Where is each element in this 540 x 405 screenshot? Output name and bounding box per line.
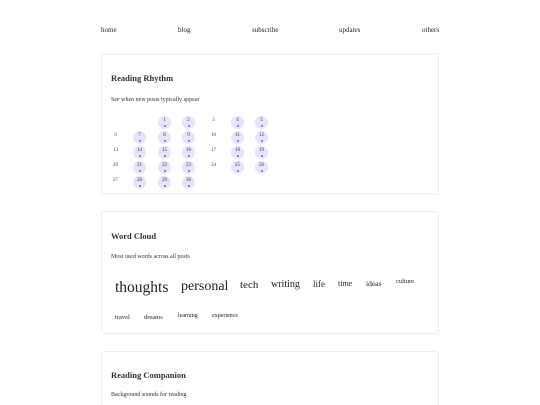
calendar-day[interactable] xyxy=(207,146,220,159)
nav-others-link[interactable]: others xyxy=(422,26,440,34)
word-cloud-title: Word Cloud xyxy=(111,231,157,241)
calendar-day-label: 28 xyxy=(137,178,142,183)
nav-subscribe-link[interactable]: subscribe xyxy=(252,26,279,34)
calendar-day[interactable] xyxy=(207,161,220,174)
word-learning[interactable]: learning xyxy=(178,313,198,319)
calendar-day-label: 26 xyxy=(259,163,264,168)
calendar-day-label: 18 xyxy=(235,148,240,153)
calendar-day-label: 12 xyxy=(259,133,264,138)
calendar-day[interactable] xyxy=(182,131,195,144)
reading-rhythm-title: Reading Rhythm xyxy=(111,73,174,83)
post-indicator-dot xyxy=(139,140,141,142)
word-cloud-subtitle: Most used words across all posts xyxy=(111,254,190,260)
calendar-day[interactable] xyxy=(182,161,195,174)
calendar-day[interactable] xyxy=(109,176,122,189)
post-indicator-dot xyxy=(261,170,263,172)
calendar-day-label: 15 xyxy=(162,148,167,153)
calendar-day-label: 14 xyxy=(137,148,142,153)
post-indicator-dot xyxy=(237,155,239,157)
calendar-day[interactable] xyxy=(133,146,146,159)
calendar-day-label: 22 xyxy=(162,163,167,168)
post-indicator-dot xyxy=(261,125,263,127)
reading-rhythm-subtitle: See when new posts typically appear xyxy=(111,97,200,103)
calendar-day-label: 1 xyxy=(163,118,166,123)
calendar-day[interactable] xyxy=(182,146,195,159)
word-life[interactable]: life xyxy=(313,279,325,289)
calendar-day[interactable] xyxy=(158,146,171,159)
post-indicator-dot xyxy=(237,170,239,172)
calendar-day[interactable] xyxy=(255,146,268,159)
calendar-day[interactable] xyxy=(109,161,122,174)
calendar-day-label: 3 xyxy=(212,118,215,123)
top-nav xyxy=(101,26,439,38)
calendar-day-label: 9 xyxy=(187,133,190,138)
post-indicator-dot xyxy=(188,140,190,142)
calendar-day[interactable] xyxy=(207,131,220,144)
nav-blog-link[interactable]: blog xyxy=(178,26,191,34)
post-indicator-dot xyxy=(164,185,166,187)
calendar-day[interactable] xyxy=(255,116,268,129)
calendar-day-label: 16 xyxy=(186,148,191,153)
post-indicator-dot xyxy=(188,155,190,157)
post-indicator-dot xyxy=(237,125,239,127)
calendar-day-label: 25 xyxy=(235,163,240,168)
calendar-day[interactable] xyxy=(158,161,171,174)
post-indicator-dot xyxy=(188,125,190,127)
post-indicator-dot xyxy=(237,140,239,142)
calendar-day[interactable] xyxy=(207,116,220,129)
calendar-day-label: 23 xyxy=(186,163,191,168)
calendar-day[interactable] xyxy=(231,131,244,144)
calendar-day-label: 19 xyxy=(259,148,264,153)
calendar-day-label: 27 xyxy=(113,178,118,183)
calendar-day[interactable] xyxy=(255,161,268,174)
post-indicator-dot xyxy=(139,170,141,172)
calendar-day-label: 17 xyxy=(211,148,216,153)
post-indicator-dot xyxy=(164,140,166,142)
reading-rhythm-card xyxy=(101,54,439,194)
post-indicator-dot xyxy=(164,170,166,172)
calendar-day[interactable] xyxy=(231,146,244,159)
calendar-day[interactable] xyxy=(133,176,146,189)
word-experience[interactable]: experience xyxy=(212,313,238,319)
reading-companion-card xyxy=(101,351,439,405)
word-personal[interactable]: personal xyxy=(181,279,229,294)
word-travel[interactable]: travel xyxy=(115,314,130,321)
post-indicator-dot xyxy=(261,140,263,142)
calendar-day[interactable] xyxy=(158,131,171,144)
post-indicator-dot xyxy=(164,125,166,127)
calendar-day-label: 4 xyxy=(236,118,239,123)
post-indicator-dot xyxy=(139,185,141,187)
nav-updates-link[interactable]: updates xyxy=(339,26,361,34)
calendar-day[interactable] xyxy=(158,116,171,129)
calendar-day-label: 10 xyxy=(211,133,216,138)
post-indicator-dot xyxy=(164,155,166,157)
calendar-day-label: 21 xyxy=(137,163,142,168)
calendar-day-label: 7 xyxy=(138,133,141,138)
word-dreams[interactable]: dreams xyxy=(144,314,163,321)
calendar-day-label: 6 xyxy=(114,133,117,138)
calendar-day-label: 30 xyxy=(186,178,191,183)
calendar-day-label: 24 xyxy=(211,163,216,168)
post-indicator-dot xyxy=(261,155,263,157)
reading-companion-subtitle: Background sounds for reading xyxy=(111,392,187,398)
word-thoughts[interactable]: thoughts xyxy=(115,279,169,296)
calendar-day[interactable] xyxy=(255,131,268,144)
calendar-day[interactable] xyxy=(133,131,146,144)
calendar-day-label: 13 xyxy=(113,148,118,153)
word-time[interactable]: time xyxy=(338,279,353,288)
calendar-day-label: 20 xyxy=(113,163,118,168)
calendar-day-label: 8 xyxy=(163,133,166,138)
post-indicator-dot xyxy=(139,155,141,157)
word-ideas[interactable]: ideas xyxy=(366,279,382,288)
calendar-day[interactable] xyxy=(109,146,122,159)
reading-companion-title: Reading Companion xyxy=(111,370,186,380)
calendar-day-label: 2 xyxy=(187,118,190,123)
calendar-day[interactable] xyxy=(231,161,244,174)
calendar-day[interactable] xyxy=(231,116,244,129)
word-writing[interactable]: writing xyxy=(271,279,300,290)
word-cloud-card xyxy=(101,211,439,334)
word-culture[interactable]: culture xyxy=(396,278,415,285)
calendar-day-label: 5 xyxy=(260,118,263,123)
nav-home-link[interactable]: home xyxy=(101,26,117,34)
calendar-day[interactable] xyxy=(182,176,195,189)
word-tech[interactable]: tech xyxy=(240,279,259,291)
calendar-day-label: 29 xyxy=(162,178,167,183)
calendar-day[interactable] xyxy=(158,176,171,189)
calendar-day-label: 11 xyxy=(235,133,240,138)
calendar-day[interactable] xyxy=(109,131,122,144)
calendar-day[interactable] xyxy=(182,116,195,129)
post-indicator-dot xyxy=(188,185,190,187)
post-indicator-dot xyxy=(188,170,190,172)
posting-calendar xyxy=(111,116,281,186)
calendar-day[interactable] xyxy=(133,161,146,174)
